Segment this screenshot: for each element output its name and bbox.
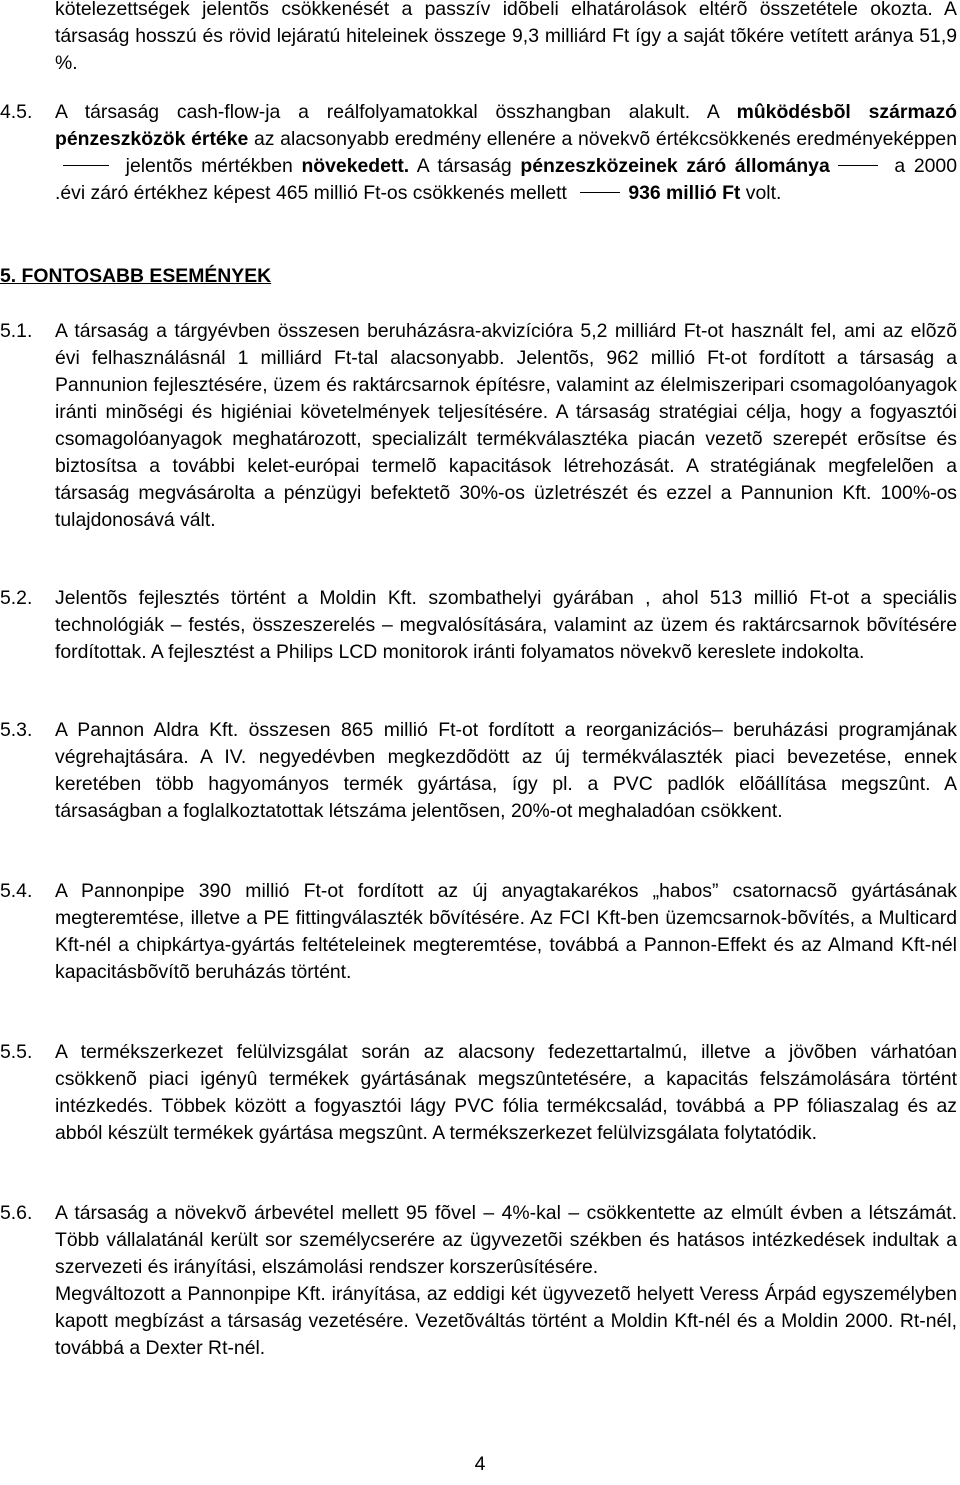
item-number: 5.4. xyxy=(0,880,33,902)
list-item xyxy=(0,585,957,666)
bold-run: pénzeszközeinek záró állománya xyxy=(520,155,830,177)
text-run: A társaság cash-flow-ja a reálfolyamatokkal összhangban alakult. A xyxy=(55,101,737,123)
page-number: 4 xyxy=(474,1453,486,1475)
bold-run: 936 millió Ft xyxy=(628,182,741,204)
item-number: 5.6. xyxy=(0,1202,33,1224)
item-number: 5.5. xyxy=(0,1041,33,1063)
dash-rule xyxy=(580,192,620,193)
text-run: a 2000 .évi záró értékhez képest 465 millió Ft-os csökkenés mellett xyxy=(55,155,957,204)
item-paragraph: A társaság a növekvõ árbevétel mellett 95 fõvel – 4%-kal – csökkentette az elmúlt évben a létszámát. Több vállalatánál került sor személycserére az ügyvezetõi székben és hatásos intézkedések indultak a szervezeti és irányítási, elszámolási rendszer korszerûsítésére. xyxy=(55,1202,957,1278)
list-item xyxy=(0,318,957,534)
item-text: A termékszerkezet felülvizsgálat során az alacsony fedezettartalmú, illetve a jövõben várhatóan csökkenõ piaci igényû termékek gyártásának megszûntetésére, a kapacitás felszámolására történt intézkedés. Többek között a fogyasztói lágy PVC fólia termékcsalád, továbbá a PP fóliaszalag és az abból készült termékek gyártása megszûnt. A termékszerkezet felülvizsgálata folytatódik. xyxy=(55,1041,957,1144)
text-run: A társaság xyxy=(409,155,521,177)
item-number: 5.3. xyxy=(0,719,33,741)
list-item xyxy=(0,1039,957,1147)
item-text: A Pannon Aldra Kft. összesen 865 millió Ft-ot fordított a reorganizációs– beruházási programjának végrehajtására. A IV. negyedévben megkezdõdött az új termékválaszték piaci bevezetése, ennek keretében több hagyományos termék gyártása, így pl. a PVC padlók elõállítása megszûnt. A társaságban a foglalkoztatottak létszáma jelentõsen, 20%-ot meghaladóan csökkent. xyxy=(55,719,957,822)
item-text: A társaság a tárgyévben összesen beruházásra-akvizícióra 5,2 milliárd Ft-ot használt fel, ami az elõzõ évi felhasználásnál 1 milliárd Ft-tal alacsonyabb. Jelentõs, 962 millió Ft-ot fordított a társaság a Pannunion fejlesztésére, üzem és raktárcsarnok építésre, valamint az élelmiszeripari csomagolóanyagok iránti minõségi és higiéniai követelmények teljesítésére. A társaság stratégiai célja, hogy a fogyasztói csomagolóanyagok meghatározott, specializált termékválasztéka piacán vezetõ szerepét erõsítse és biztosítsa a további kelet-európai termelõ kapacitások létrehozását. A stratégiának megfelelõen a társaság megvásárolta a pénzügyi befektetõ 30%-os üzletrészét és ezzel a Pannunion Kft. 100%-os tulajdonosává vált. xyxy=(55,320,957,531)
item-text xyxy=(55,1200,957,1362)
text-run: jelentõs mértékben xyxy=(117,155,302,177)
heading-text: 5. FONTOSABB ESEMÉNYEK xyxy=(0,265,272,287)
dash-rule xyxy=(838,165,878,166)
section-heading xyxy=(0,263,957,290)
text-run: volt. xyxy=(740,182,782,204)
item-number: 5.2. xyxy=(0,587,33,609)
list-item xyxy=(0,717,957,825)
bold-run: mûködésbõl származó pénzeszközök értéke xyxy=(55,101,958,150)
list-item xyxy=(0,878,957,986)
section-4-5-text xyxy=(55,99,957,207)
item-paragraph: Megváltozott a Pannonpipe Kft. irányítása, az eddigi két ügyvezetõ helyett Veress Árpád egyszemélyben kapott megbízást a társaság vezetésére. Vezetõváltás történt a Moldin Kft-nél és a Moldin 2000. Rt-nél, továbbá a Dexter Rt-nél. xyxy=(55,1283,957,1359)
section-number: 4.5. xyxy=(0,101,33,123)
intro-text: kötelezettségek jelentõs csökkenését a passzív idõbeli elhatárolások eltérõ összetétele okozta. A társaság hosszú és rövid lejáratú hiteleinek összege 9,3 milliárd Ft így a saját tõkére vetített aránya 51,9 %. xyxy=(55,0,957,74)
dash-rule xyxy=(63,165,109,166)
item-text: A Pannonpipe 390 millió Ft-ot fordított az új anyagtakarékos „habos” csatornacsõ gyártásának megteremtése, illetve a PE fittingválaszték bõvítésére. Az FCI Kft-ben üzemcsarnok-bõvítés, a Multicard Kft-nél a chipkártya-gyártás feltételeinek megteremtése, továbbá a Pannon-Effekt és az Almand Kft-nél kapacitásbõvítõ beruházás történt. xyxy=(55,880,957,983)
list-item xyxy=(0,1200,957,1362)
item-number: 5.1. xyxy=(0,320,33,342)
bold-run: növekedett. xyxy=(301,155,410,177)
section-4-5 xyxy=(0,99,957,207)
text-run: az alacsonyabb eredmény ellenére a növekvõ értékcsökkenés eredményeképpen xyxy=(248,128,957,150)
item-text: Jelentõs fejlesztés történt a Moldin Kft. szombathelyi gyárában , ahol 513 millió Ft-ot a speciális technológiák – festés, összeszerelés – megvalósítására, valamint az üzem és raktárcsarnok bõvítésére fordítottak. A fejlesztést a Philips LCD monitorok iránti folyamatos növekvõ kereslete indokolta. xyxy=(55,587,957,663)
intro-paragraph xyxy=(55,0,957,77)
